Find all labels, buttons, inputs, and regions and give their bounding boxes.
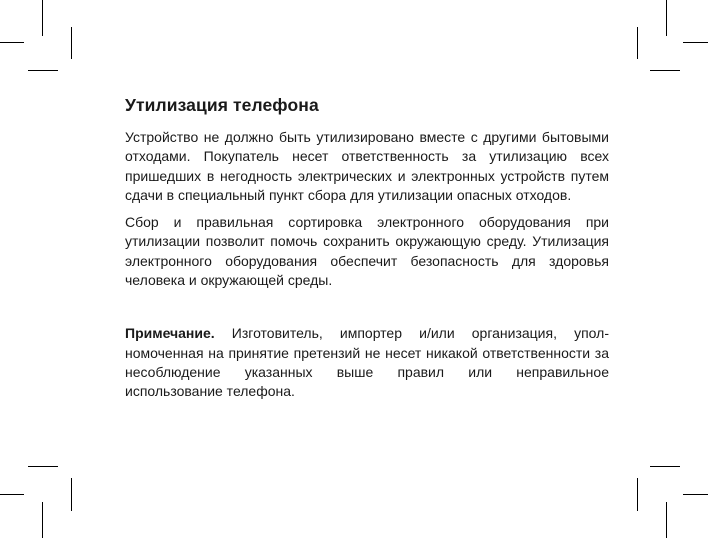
crop-mark-bottom-left-vertical-inner xyxy=(71,478,72,511)
crop-mark-bottom-right-horizontal-outer xyxy=(683,494,708,495)
crop-mark-top-left-horizontal-outer xyxy=(0,42,24,43)
page-content xyxy=(125,94,609,410)
crop-mark-bottom-left-horizontal-inner xyxy=(28,466,58,467)
crop-mark-top-right-vertical-outer xyxy=(666,0,667,36)
crop-mark-top-left-vertical-inner xyxy=(71,27,72,59)
paragraph-sorting-environment: Сбор и правильная сортировка электронного оборудования при утилизации позволит помочь сохранить окружающую среду. Утилизация электронного оборудования обеспечит безопасность для здоровья человека и окружающей среды. xyxy=(125,214,609,289)
note-label: Примечание. xyxy=(125,325,215,342)
crop-mark-top-right-horizontal-inner xyxy=(650,70,680,71)
crop-mark-top-right-horizontal-outer xyxy=(683,42,708,43)
crop-mark-top-left-vertical-outer xyxy=(42,0,43,36)
paragraph-disposal-responsibility: Устройство не должно быть утилизировано вместе с другими бытовыми отходами. Покупатель несет ответственность за утилизацию всех пришедших в негодность электрических и электронных устройств путем сдачи в специальный пункт сбора для утилизации опасных отходов. xyxy=(125,129,609,203)
note-paragraph xyxy=(125,324,609,401)
page-title: Утилизация телефона xyxy=(125,95,319,115)
crop-mark-bottom-left-horizontal-outer xyxy=(0,494,24,495)
crop-mark-top-right-vertical-inner xyxy=(637,27,638,59)
crop-mark-bottom-right-vertical-inner xyxy=(637,478,638,511)
crop-mark-bottom-right-horizontal-inner xyxy=(650,466,680,467)
note-text: Изготовитель, импортер и/или организация, уполномоченная на принятие претензий не несет никакой ответственности за несоблюдение указанных выше правил или неправильное использование телефона. xyxy=(125,325,609,400)
crop-mark-top-left-horizontal-inner xyxy=(28,70,58,71)
crop-mark-bottom-right-vertical-outer xyxy=(666,502,667,538)
crop-mark-bottom-left-vertical-outer xyxy=(42,502,43,538)
